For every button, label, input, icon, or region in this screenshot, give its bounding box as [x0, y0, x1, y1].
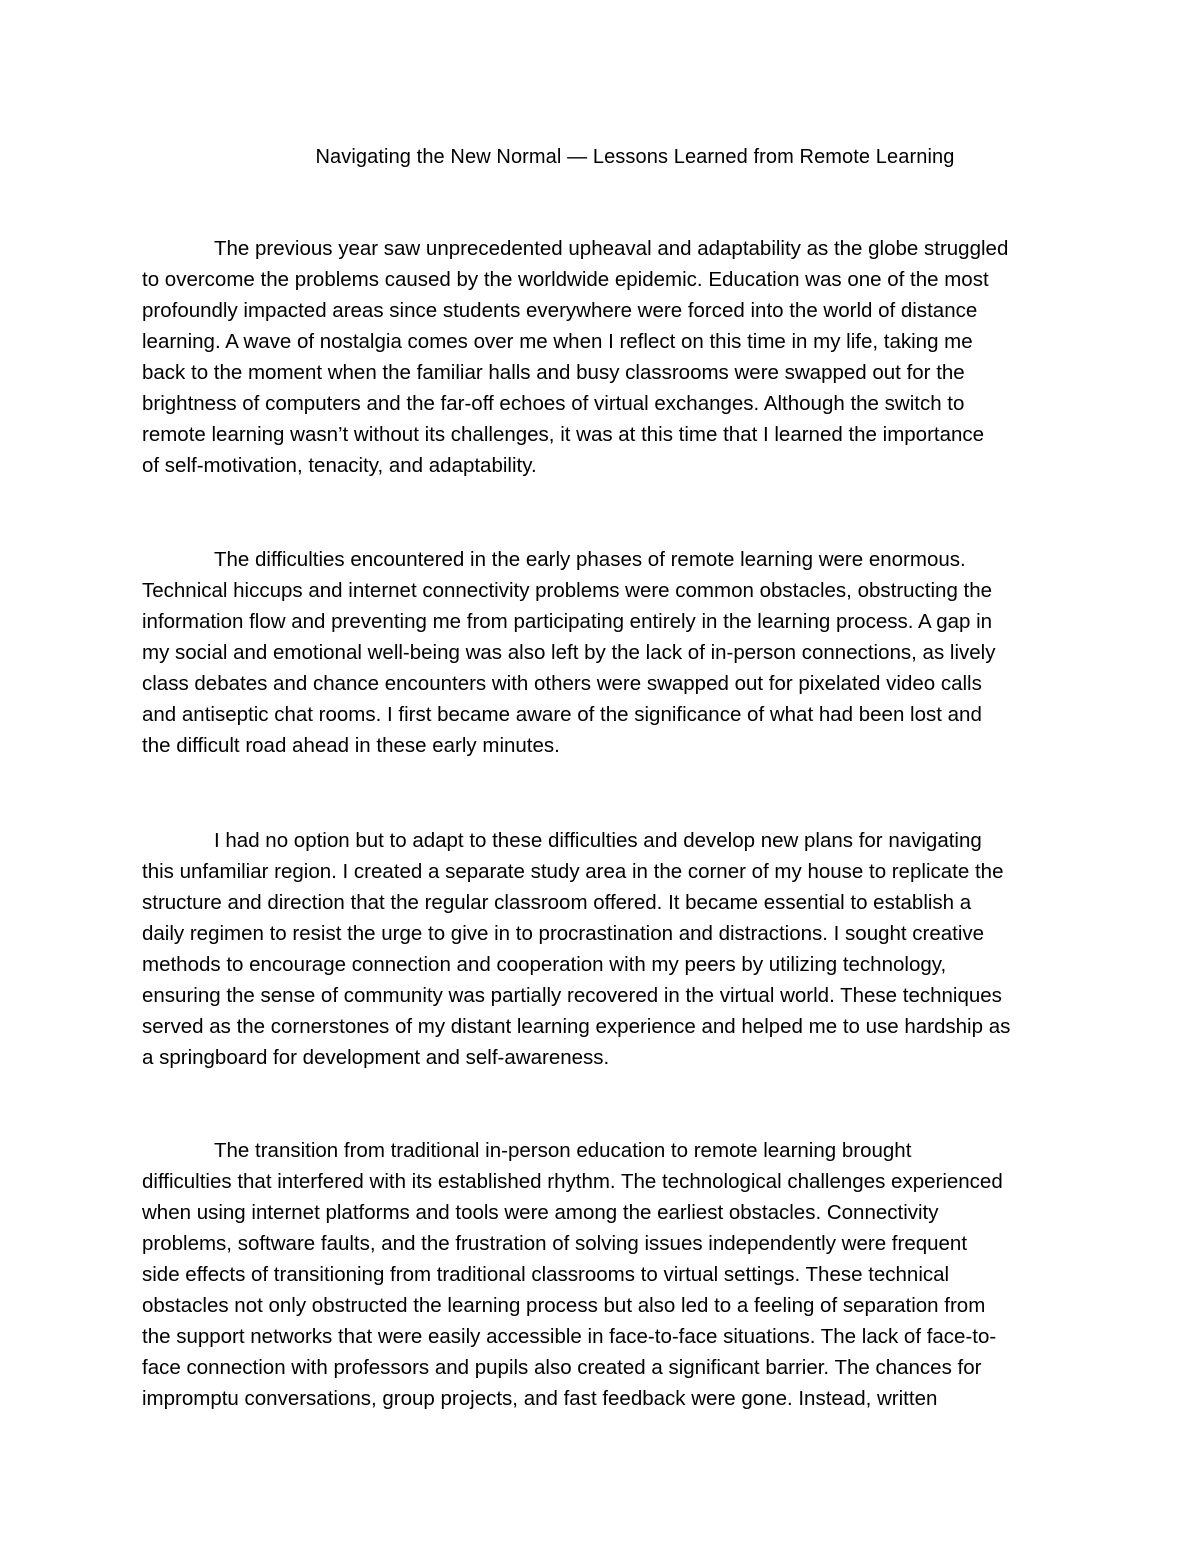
paragraph-2 — [142, 544, 1060, 761]
paragraph-line: Technical hiccups and internet connectivity problems were common obstacles, obstructing the — [142, 579, 993, 602]
paragraph-line: a springboard for development and self-awareness. — [142, 1046, 610, 1069]
document-title: Navigating the New Normal — Lessons Learned from Remote Learning — [315, 146, 955, 168]
paragraph-line: The transition from traditional in-person education to remote learning brought — [214, 1139, 912, 1162]
paragraph-line: The difficulties encountered in the early phases of remote learning were enormous. — [214, 548, 966, 571]
paragraph-line: back to the moment when the familiar halls and busy classrooms were swapped out for the — [142, 361, 965, 384]
paragraph-line: side effects of transitioning from traditional classrooms to virtual settings. These technical — [142, 1263, 950, 1286]
paragraph-line: remote learning wasn’t without its challenges, it was at this time that I learned the importance — [142, 423, 985, 446]
paragraph-line: profoundly impacted areas since students everywhere were forced into the world of distance — [142, 299, 978, 322]
paragraph-line: problems, software faults, and the frustration of solving issues independently were frequent — [142, 1232, 968, 1255]
paragraph-line: served as the cornerstones of my distant learning experience and helped me to use hardship as — [142, 1015, 1011, 1038]
paragraph-line: impromptu conversations, group projects, and fast feedback were gone. Instead, written — [142, 1387, 938, 1410]
paragraph-line: I had no option but to adapt to these difficulties and develop new plans for navigating — [214, 829, 982, 852]
paragraph-line: of self-motivation, tenacity, and adaptability. — [142, 454, 537, 477]
paragraph-line: methods to encourage connection and cooperation with my peers by utilizing technology, — [142, 953, 947, 976]
paragraph-line: information flow and preventing me from participating entirely in the learning process. A gap in — [142, 610, 993, 633]
paragraph-line: difficulties that interfered with its established rhythm. The technological challenges experienced — [142, 1170, 1003, 1193]
paragraph-line: to overcome the problems caused by the worldwide epidemic. Education was one of the most — [142, 268, 989, 291]
paragraph-line: daily regimen to resist the urge to give in to procrastination and distractions. I sought creative — [142, 922, 985, 945]
paragraph-line: obstacles not only obstructed the learning process but also led to a feeling of separation from — [142, 1294, 986, 1317]
paragraph-3 — [142, 825, 1060, 1073]
paragraph-line: the difficult road ahead in these early minutes. — [142, 734, 560, 757]
paragraph-4 — [142, 1135, 1060, 1414]
paragraph-line: ensuring the sense of community was partially recovered in the virtual world. These techniques — [142, 984, 1002, 1007]
paragraph-line: the support networks that were easily accessible in face-to-face situations. The lack of face-to- — [142, 1325, 997, 1348]
paragraph-line: learning. A wave of nostalgia comes over me when I reflect on this time in my life, taking me — [142, 330, 973, 353]
paragraph-line: when using internet platforms and tools were among the earliest obstacles. Connectivity — [142, 1201, 939, 1224]
paragraph-line: class debates and chance encounters with others were swapped out for pixelated video calls — [142, 672, 982, 695]
paragraph-line: brightness of computers and the far-off echoes of virtual exchanges. Although the switch to — [142, 392, 965, 415]
paragraph-line: and antiseptic chat rooms. I first became aware of the significance of what had been lost and — [142, 703, 982, 726]
paragraph-line: this unfamiliar region. I created a separate study area in the corner of my house to replicate the — [142, 860, 1004, 883]
paragraph-1 — [142, 233, 1060, 481]
paragraph-line: The previous year saw unprecedented upheaval and adaptability as the globe struggled — [214, 237, 1009, 260]
paragraph-line: my social and emotional well-being was also left by the lack of in-person connections, as lively — [142, 641, 996, 664]
paragraph-line: structure and direction that the regular classroom offered. It became essential to establish a — [142, 891, 972, 914]
paragraph-line: face connection with professors and pupils also created a significant barrier. The chances for — [142, 1356, 982, 1379]
